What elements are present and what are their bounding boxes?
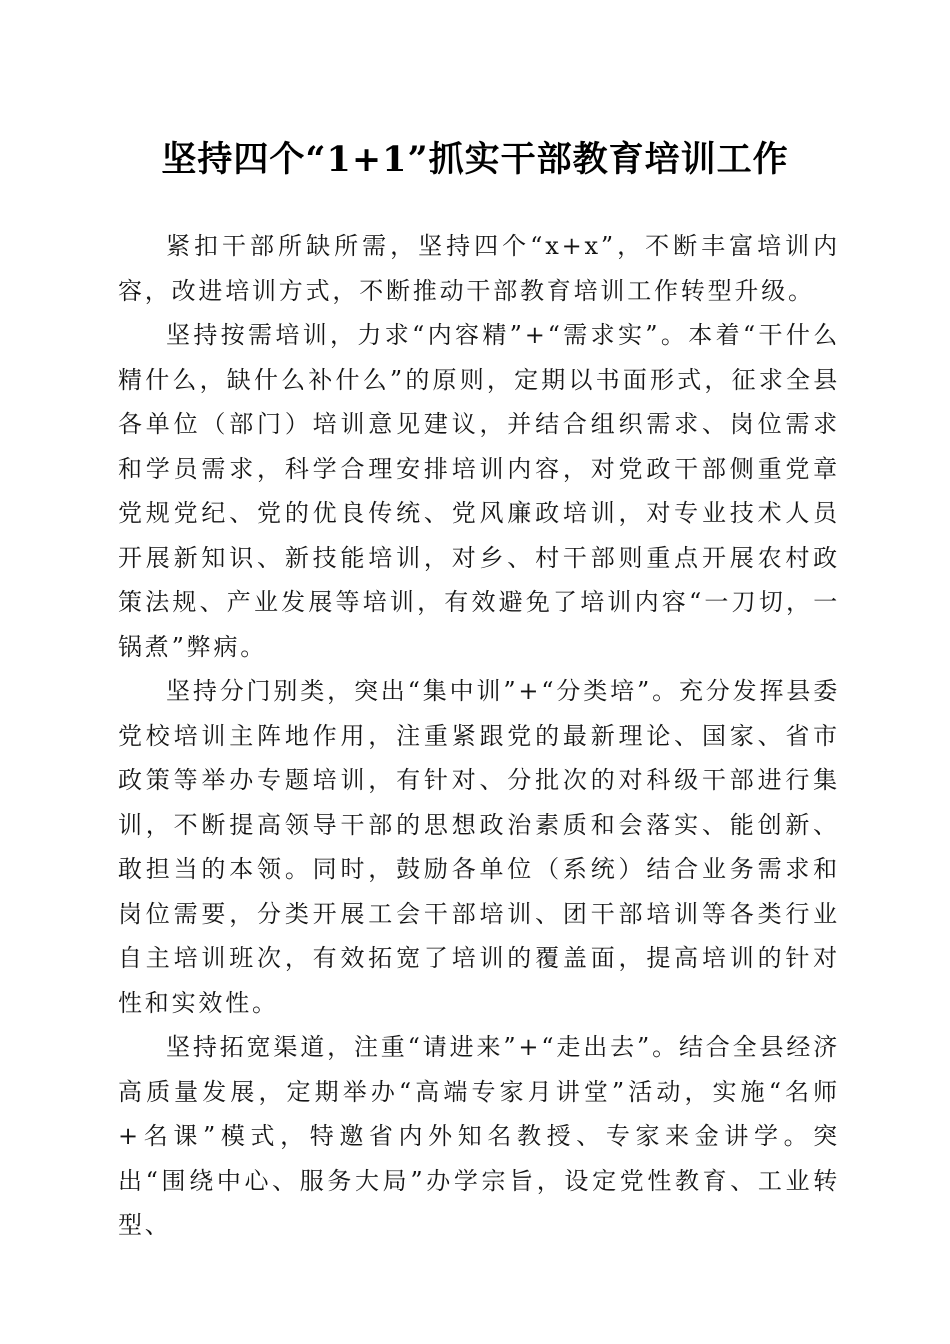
paragraph-intro: 紧扣干部所缺所需，坚持四个“x+x”，不断丰富培训内容，改进培训方式，不断推动干部教育培训工作转型升级。	[118, 232, 840, 305]
paragraph-demand-training: 坚持按需培训，力求“内容精”+“需求实”。本着“干什么精什么，缺什么补什么”的原则，定期以书面形式，征求全县各单位（部门）培训意见建议，并结合组织需求、岗位需求和学员需求，科学合理安排培训内容，对党政干部侧重党章党规党纪、党的优良传统、党风廉政培训，对专业技术人员开展新知识、新技能培训，对乡、村干部则重点开展农村政策法规、产业发展等培训，有效避免了培训内容“一刀切，一锅煮”弊病。	[118, 321, 840, 661]
paragraph-category-training: 坚持分门别类，突出“集中训”+“分类培”。充分发挥县委党校培训主阵地作用，注重紧跟党的最新理论、国家、省市政策等举办专题培训，有针对、分批次的对科级干部进行集训，不断提高领导干部的思想政治素质和会落实、能创新、敢担当的本领。同时，鼓励各单位（系统）结合业务需求和岗位需要，分类开展工会干部培训、团干部培训等各类行业自主培训班次，有效拓宽了培训的覆盖面，提高培训的针对性和实效性。	[118, 677, 840, 1017]
document-title: 坚持四个“1+1”抓实干部教育培训工作	[161, 139, 789, 180]
document-body	[118, 224, 840, 1248]
paragraph-channel-training: 坚持拓宽渠道，注重“请进来”+“走出去”。结合全县经济高质量发展，定期举办“高端专家月讲堂”活动，实施“名师+名课”模式，特邀省内外知名教授、专家来金讲学。突出“围绕中心、服务大局”办学宗旨，设定党性教育、工业转型、	[118, 1033, 840, 1239]
